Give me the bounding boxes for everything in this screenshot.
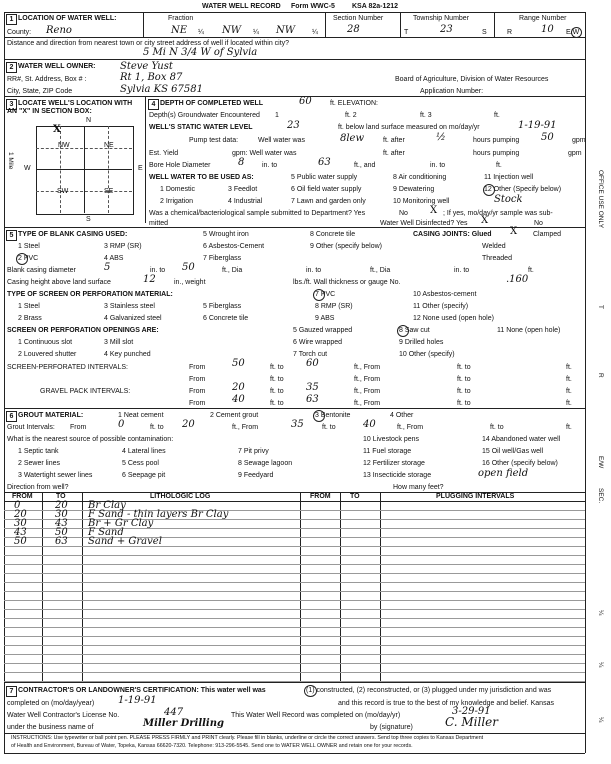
grout-2[interactable]: 2 Cement grout [210,412,259,419]
gi-to-2: ft. to [322,424,336,431]
record-label: This Water Well Record was completed on (mo/day/yr) [231,712,401,719]
use-1[interactable]: 1 Domestic [160,186,196,193]
log-from-header: FROM [12,493,33,500]
gi-from-3: ft., From [397,424,424,431]
screen-11[interactable]: 11 Other (specify) [413,303,469,310]
source-13[interactable]: 13 Insecticide storage [363,472,432,479]
grout-3-circle [313,410,325,422]
office-sec-label: SEC. [597,488,604,504]
license-label: Water Well Contractor's License No. [7,712,120,719]
screen-8[interactable]: 8 RMP (SR) [315,303,353,310]
log-from[interactable]: 0 [14,500,21,511]
bore-and: ft., and [354,162,376,169]
board-label: Board of Agriculture, Division of Water Resources [395,76,549,83]
diameter-ft3: ft. [528,267,534,274]
log-row-line [4,627,585,628]
spi-to-4: ft. to [457,376,471,383]
section-number-label: Section Number [333,15,384,22]
log-row-line [4,564,585,565]
log-description[interactable]: Br + Gr Clay [88,518,154,529]
gi-to-1: ft. to [150,424,164,431]
true-label: and this record is true to the best of my knowledge and belief. Kansas [338,700,554,707]
opening-4[interactable]: 4 Key punched [104,351,151,358]
opening-5[interactable]: 5 Gauzed wrapped [293,327,353,334]
source-4[interactable]: 4 Lateral lines [122,448,166,455]
gi-from-1: From [70,424,87,431]
screen-9[interactable]: 9 ABS [315,315,335,322]
instructions-2: of Health and Environment, Bureau of Water, Topeka, Kansas 66620-7320. Telephone: 913-296-5545. Send one to WATER WELL OWNER and retain one for your records. [11,743,413,749]
application-number-label: Application Number: [420,88,484,95]
bore-value[interactable]: 8 [238,157,245,168]
casing-3[interactable]: 3 RMP (SR) [104,243,142,250]
township-value[interactable]: 23 [440,24,453,35]
gpi-from-4: ft., From [354,400,381,407]
chem-no[interactable]: No [399,210,408,217]
opening-7[interactable]: 7 Torch cut [293,351,328,358]
casing-5[interactable]: 5 Wrought iron [203,231,249,238]
gw-ft3: ft. [494,112,500,119]
s2-label: WATER WELL OWNER: [18,63,96,70]
log-row-line [4,654,585,655]
screen-2[interactable]: 2 Brass [18,315,42,322]
height-value[interactable]: 12 [143,274,156,285]
gpi-from-2: ft., From [354,388,381,395]
gauge-value[interactable]: .160 [506,274,529,285]
west-label: W [24,165,31,172]
gpi-label: GRAVEL PACK INTERVALS: [40,388,131,395]
opening-11[interactable]: 11 None (open hole) [497,327,561,334]
source-5[interactable]: 5 Cess pool [122,460,159,467]
disinfected-x[interactable]: X [481,215,489,226]
use-3[interactable]: 3 Feedlot [228,186,258,193]
log-to[interactable]: 63 [55,536,68,547]
fraction-3[interactable]: NW [276,25,296,36]
joints-welded[interactable]: Welded [482,243,506,250]
grout-int-label: Grout Intervals: [7,424,55,431]
opening-6[interactable]: 6 Wire wrapped [293,339,343,346]
log-row-line [4,600,585,601]
location-mark[interactable]: X [53,124,61,135]
log-from[interactable]: 50 [14,536,27,547]
north-label: N [86,117,92,124]
casing-label: TYPE OF BLANK CASING USED: [18,231,128,238]
joints-label: CASING JOINTS: Glued [413,231,492,238]
license-value[interactable]: 447 [164,707,184,718]
plugging-header: PLUGGING INTERVALS [436,493,515,500]
diameter-value[interactable]: 5 [104,262,111,273]
spi-to-1: ft. to [270,364,284,371]
groundwater-label: Depth(s) Groundwater Encountered [149,112,260,119]
office-ew-label: E/W [597,456,604,469]
pump-label: Pump test data: [189,137,239,144]
use-4[interactable]: 4 Industrial [228,198,263,205]
range-value[interactable]: 10 [541,24,554,35]
spi-ft-2: ft. [566,376,572,383]
spi-to-3: ft. to [270,376,284,383]
distance-value[interactable]: 5 Mi N 3/4 W of Sylvia [143,47,258,58]
spi-from-4: ft., From [354,376,381,383]
screen-7-circle [313,289,325,301]
form-number: Form WWC-5 [291,3,335,10]
nw-label: NW [58,142,70,149]
openings-label: SCREEN OR PERFORATION OPENINGS ARE: [7,327,159,334]
opening-3[interactable]: 3 Mill slot [104,339,134,346]
direction-label: Direction from well? [7,484,69,491]
log-to[interactable]: 30 [55,509,68,520]
source-11[interactable]: 11 Fuel storage [363,448,412,455]
log-to-header: TO [56,493,66,500]
business-label: under the business name of [7,724,94,731]
screen-1[interactable]: 1 Steel [18,303,40,310]
screen-7[interactable]: 7 PVC [315,291,336,298]
use-11[interactable]: 11 Injection well [484,174,534,181]
screen-6[interactable]: 6 Concrete tile [203,315,249,322]
south-label: S [86,216,91,223]
bore-ft2: ft. [496,162,502,169]
diameter-in3: in. to [454,267,470,274]
gpm-label: gpm [572,137,586,144]
gpi-to-3: ft. to [270,400,284,407]
section-value[interactable]: 28 [347,24,360,35]
log-row-line [4,591,585,592]
yield-gpm: gpm: Well water was [232,150,297,157]
diameter-in2: in. to [306,267,322,274]
joints-threaded[interactable]: Threaded [482,255,512,262]
county-value[interactable]: Reno [46,25,72,36]
pump-value[interactable]: 8lew [340,133,365,144]
plug-to-header: TO [350,493,360,500]
s-label: S [482,29,487,36]
source-7[interactable]: 7 Pit privy [238,448,269,455]
spi-to-1-value[interactable]: 60 [306,358,319,369]
gi-to-2-value[interactable]: 40 [363,419,376,430]
chem-x[interactable]: X [430,205,438,216]
gpi-ft: ft. [566,388,572,395]
lbs-label: lbs./ft. Wall thickness or gauge No. [293,279,401,286]
office-t-label: T [597,305,604,309]
height-label: Casing height above land surface [7,279,111,286]
use-2[interactable]: 2 Irrigation [160,198,194,205]
pump-ww: Well water was [258,137,305,144]
casing-7[interactable]: 7 Fiberglass [203,255,242,262]
gpi-from-1: From [189,388,206,395]
completed-label: completed on (mo/day/year) [7,700,95,707]
elevation-label: ft. ELEVATION: [330,100,378,107]
use-7[interactable]: 7 Lawn and garden only [291,198,366,205]
source-10[interactable]: 10 Livestock pens [363,436,420,443]
use-12[interactable]: 12 Other (Specify below) [484,186,562,193]
cert-label: CONTRACTOR'S OR LANDOWNER'S CERTIFICATION: This water well was [18,687,266,694]
screen-4[interactable]: 4 Galvanized steel [104,315,162,322]
s3-label-2: AN "X" IN SECTION BOX: [7,108,92,115]
city-label: City, State, ZIP Code [7,88,73,95]
log-row-line [4,672,585,673]
distance-label: Distance and direction from nearest town or city street address of well if located within city? [7,40,290,47]
gw-ft1: ft. 2 [345,112,357,119]
casing-4[interactable]: 4 ABS [104,255,124,262]
source-3[interactable]: 3 Watertight sewer lines [18,472,93,479]
sw-label: SW [57,188,69,195]
screen-10[interactable]: 10 Asbestos-cement [413,291,477,298]
spi-label: SCREEN-PERFORATED INTERVALS: [7,364,128,371]
yield-after: ft. after [383,150,405,157]
gpi-to-1-value[interactable]: 35 [306,382,319,393]
section-number-3: 3 [6,99,17,110]
section-number-7: 7 [6,686,17,697]
gi-from-2-value[interactable]: 35 [291,419,304,430]
diameter-in: in. to [150,267,166,274]
yield-gpm2: gpm [568,150,582,157]
bore-in: in. to [262,162,278,169]
source-8[interactable]: 8 Sewage lagoon [238,460,293,467]
spi-to-2: ft. to [457,364,471,371]
s1-label: LOCATION OF WATER WELL: [18,15,117,22]
grout-3[interactable]: 3 Bentonite [315,412,351,419]
cert-options: (1) constructed, (2) reconstructed, or (3) plugged under my jurisdiction and was [306,687,552,694]
r-label: R [507,29,513,36]
casing-2-circle [16,253,28,265]
gpi-to-2: ft. to [457,388,471,395]
source-15[interactable]: 15 Oil well/Gas well [482,448,544,455]
ew-label: E/W [566,29,580,36]
fraction-label: Fraction [168,15,194,22]
log-description[interactable]: F Sand [88,527,124,538]
gi-from-1-value[interactable]: 0 [118,419,125,430]
joints-clamped[interactable]: Clamped [533,231,562,238]
fraction-1[interactable]: NE [171,25,188,36]
section-number-2: 2 [6,62,17,73]
county-label: County: [7,29,32,36]
bore-in2: in. to [430,162,446,169]
disinfected-no[interactable]: No [534,220,543,227]
gi-from-2: ft., From [232,424,259,431]
office-use-label: OFFICE USE ONLY [597,170,604,229]
log-description[interactable]: Sand + Gravel [88,536,162,547]
section-number-5: 5 [6,230,17,241]
address-value[interactable]: Rt 1, Box 87 [120,72,183,83]
spi-from-1-value[interactable]: 50 [232,358,245,369]
mile-label: 1 Mile [7,152,14,170]
casing-6[interactable]: 6 Asbestos-Cement [203,243,265,250]
quarter-3: ¼ [312,29,318,36]
casing-1[interactable]: 1 Steel [18,243,40,250]
opening-9[interactable]: 9 Drilled holes [399,339,444,346]
ksa-number: KSA 82a-1212 [352,3,399,10]
screen-12[interactable]: 12 None used (open hole) [413,315,494,322]
source-9[interactable]: 9 Feedyard [238,472,274,479]
opening-1[interactable]: 1 Continuous slot [18,339,73,346]
gpi-to-1: ft. to [270,388,284,395]
completed-date[interactable]: 1-19-91 [118,695,157,706]
ne-label: NE [104,142,114,149]
use-label: WELL WATER TO BE USED AS: [149,174,254,181]
section-number-6: 6 [6,411,17,422]
spi-from-1: From [189,364,206,371]
use-8[interactable]: 8 Air conditioning [393,174,447,181]
township-number-label: Township Number [413,15,470,22]
business-value[interactable]: Miller Drilling [143,718,224,729]
gw-1: 1 [275,112,279,119]
other-use-value[interactable]: Stock [494,194,523,205]
t-label: T [404,29,409,36]
other-source-value[interactable]: open field [478,468,529,479]
log-from[interactable]: 30 [14,518,27,529]
office-r-label: R [597,373,604,378]
log-row-line [4,663,585,664]
casing-2[interactable]: 2 PVC [18,255,39,262]
log-row-line [4,573,585,574]
log-row-line [4,609,585,610]
gi-to-3: ft. to [490,424,504,431]
source-16[interactable]: 16 Other (specify below) [482,460,558,467]
pump-after: ft. after [383,137,405,144]
use-5[interactable]: 5 Public water supply [291,174,358,181]
spi-from-3: From [189,376,206,383]
source-1[interactable]: 1 Septic tank [18,448,59,455]
log-row-line [4,618,585,619]
signature: C. Miller [445,715,499,729]
section-number-1: 1 [6,14,17,25]
grout-4[interactable]: 4 Other [390,412,414,419]
section-box[interactable] [36,126,134,215]
gi-to-1-value[interactable]: 20 [182,419,195,430]
gpi-from-3: From [189,400,206,407]
gpi-to-4: ft. to [457,400,471,407]
use-9[interactable]: 9 Dewatering [393,186,435,193]
depth-label: DEPTH OF COMPLETED WELL [160,100,264,107]
office-q3: ¼ [597,717,604,723]
log-description[interactable]: Br Clay [88,500,126,511]
pump-hours[interactable]: ½ [436,132,446,143]
source-2[interactable]: 2 Sewer lines [18,460,61,467]
log-row-line [4,555,585,556]
owner-value[interactable]: Steve Yust [120,61,173,72]
static-value[interactable]: 23 [287,120,300,131]
office-q2: ¼ [597,662,604,668]
source-14[interactable]: 14 Abandoned water well [482,436,561,443]
screen-label: TYPE OF SCREEN OR PERFORATION MATERIAL: [7,291,173,298]
grout-label: GROUT MATERIAL: [18,412,84,419]
source-label: What is the nearest source of possible contamination: [7,436,174,443]
by-signature-label: by (signature) [370,724,413,731]
log-description[interactable]: F Sand - thin layers Br Clay [88,509,229,520]
yield-label: Est. Yield [149,150,179,157]
gi-ft: ft. [566,424,572,431]
log-row-line [4,636,585,637]
log-to[interactable]: 43 [55,518,68,529]
log-row-line [4,582,585,583]
joints-x[interactable]: X [510,226,518,237]
height-in: in., weight [174,279,206,286]
range-number-label: Range Number [519,15,567,22]
use-6[interactable]: 6 Oil field water supply [291,186,362,193]
gw-ft2: ft. 3 [420,112,432,119]
screen-3[interactable]: 3 Stainless steel [104,303,155,310]
log-from[interactable]: 20 [14,509,27,520]
static-mid: ft. below land surface measured on mo/day/yr [338,124,480,131]
office-q1: ¼ [597,610,604,616]
gpi-from-3-value[interactable]: 40 [232,394,245,405]
use-10[interactable]: 10 Monitoring well [393,198,450,205]
gpi-to-3-value[interactable]: 63 [306,394,319,405]
address-label: RR#, St. Address, Box # : [7,76,87,83]
bore-ft[interactable]: 63 [318,157,331,168]
opening-8-circle [397,325,409,337]
disinfected-label: Water Well Disinfected? Yes [380,220,468,227]
grout-1[interactable]: 1 Neat cement [118,412,164,419]
bore-label: Bore Hole Diameter [149,162,211,169]
chem-if: ; If yes, mo/day/yr sample was sub- [443,210,553,217]
source-12[interactable]: 12 Fertilizer storage [363,460,425,467]
log-row-line [4,645,585,646]
gpi-from-1-value[interactable]: 20 [232,382,245,393]
quarter-2: ¼ [253,29,259,36]
s3-label-1: LOCATE WELL'S LOCATION WITH [18,100,133,107]
screen-5[interactable]: 5 Fiberglass [203,303,242,310]
gpi-ft-2: ft. [566,400,572,407]
how-many-label: How many feet? [393,484,444,491]
section-number-4: 4 [148,99,159,110]
record-date[interactable]: 3-29-91 [452,706,491,717]
constructed-circle [304,685,317,697]
mitted: mitted [149,220,169,227]
diameter-rest: ft., Dia [222,267,243,274]
casing-9[interactable]: 9 Other (specify below) [310,243,382,250]
static-label: WELL'S STATIC WATER LEVEL [149,124,253,131]
diameter-label: Blank casing diameter [7,267,76,274]
chem-label: Was a chemical/bacteriological sample submitted to Department? Yes [149,210,366,217]
pump-hours-label: hours pumping [473,137,520,144]
source-6[interactable]: 6 Seepage pit [122,472,166,479]
city-value[interactable]: Sylvia KS 67581 [120,84,203,95]
log-to[interactable]: 20 [55,500,68,511]
diameter-ft[interactable]: 50 [182,262,195,273]
instructions-1: INSTRUCTIONS: Use typewriter or ball point pen. PLEASE PRESS FIRMLY and PRINT clearly. Please fill in blanks, underline or circle the correct answers. Send top three copies to Kansas Department [11,735,484,741]
opening-8[interactable]: 8 Saw cut [399,327,430,334]
plug-from-header: FROM [310,493,331,500]
fraction-2[interactable]: NW [222,25,242,36]
spi-ft: ft. [566,364,572,371]
depth-value[interactable]: 60 [299,96,312,107]
static-date[interactable]: 1-19-91 [518,120,557,131]
diameter-ft2: ft., Dia [370,267,391,274]
form-title: WATER WELL RECORD [202,3,281,10]
log-to[interactable]: 50 [55,527,68,538]
se-label: SE [104,188,114,195]
log-from[interactable]: 43 [14,527,27,538]
east-label: E [138,165,143,172]
opening-10[interactable]: 10 Other (specify) [399,351,455,358]
spi-from-2: ft., From [354,364,381,371]
yield-hours: hours pumping [473,150,520,157]
lithologic-header: LITHOLOGIC LOG [150,493,211,500]
casing-8[interactable]: 8 Concrete tile [310,231,356,238]
opening-2[interactable]: 2 Louvered shutter [18,351,77,358]
quarter-1: ¼ [198,29,204,36]
pump-gpm[interactable]: 50 [541,132,554,143]
